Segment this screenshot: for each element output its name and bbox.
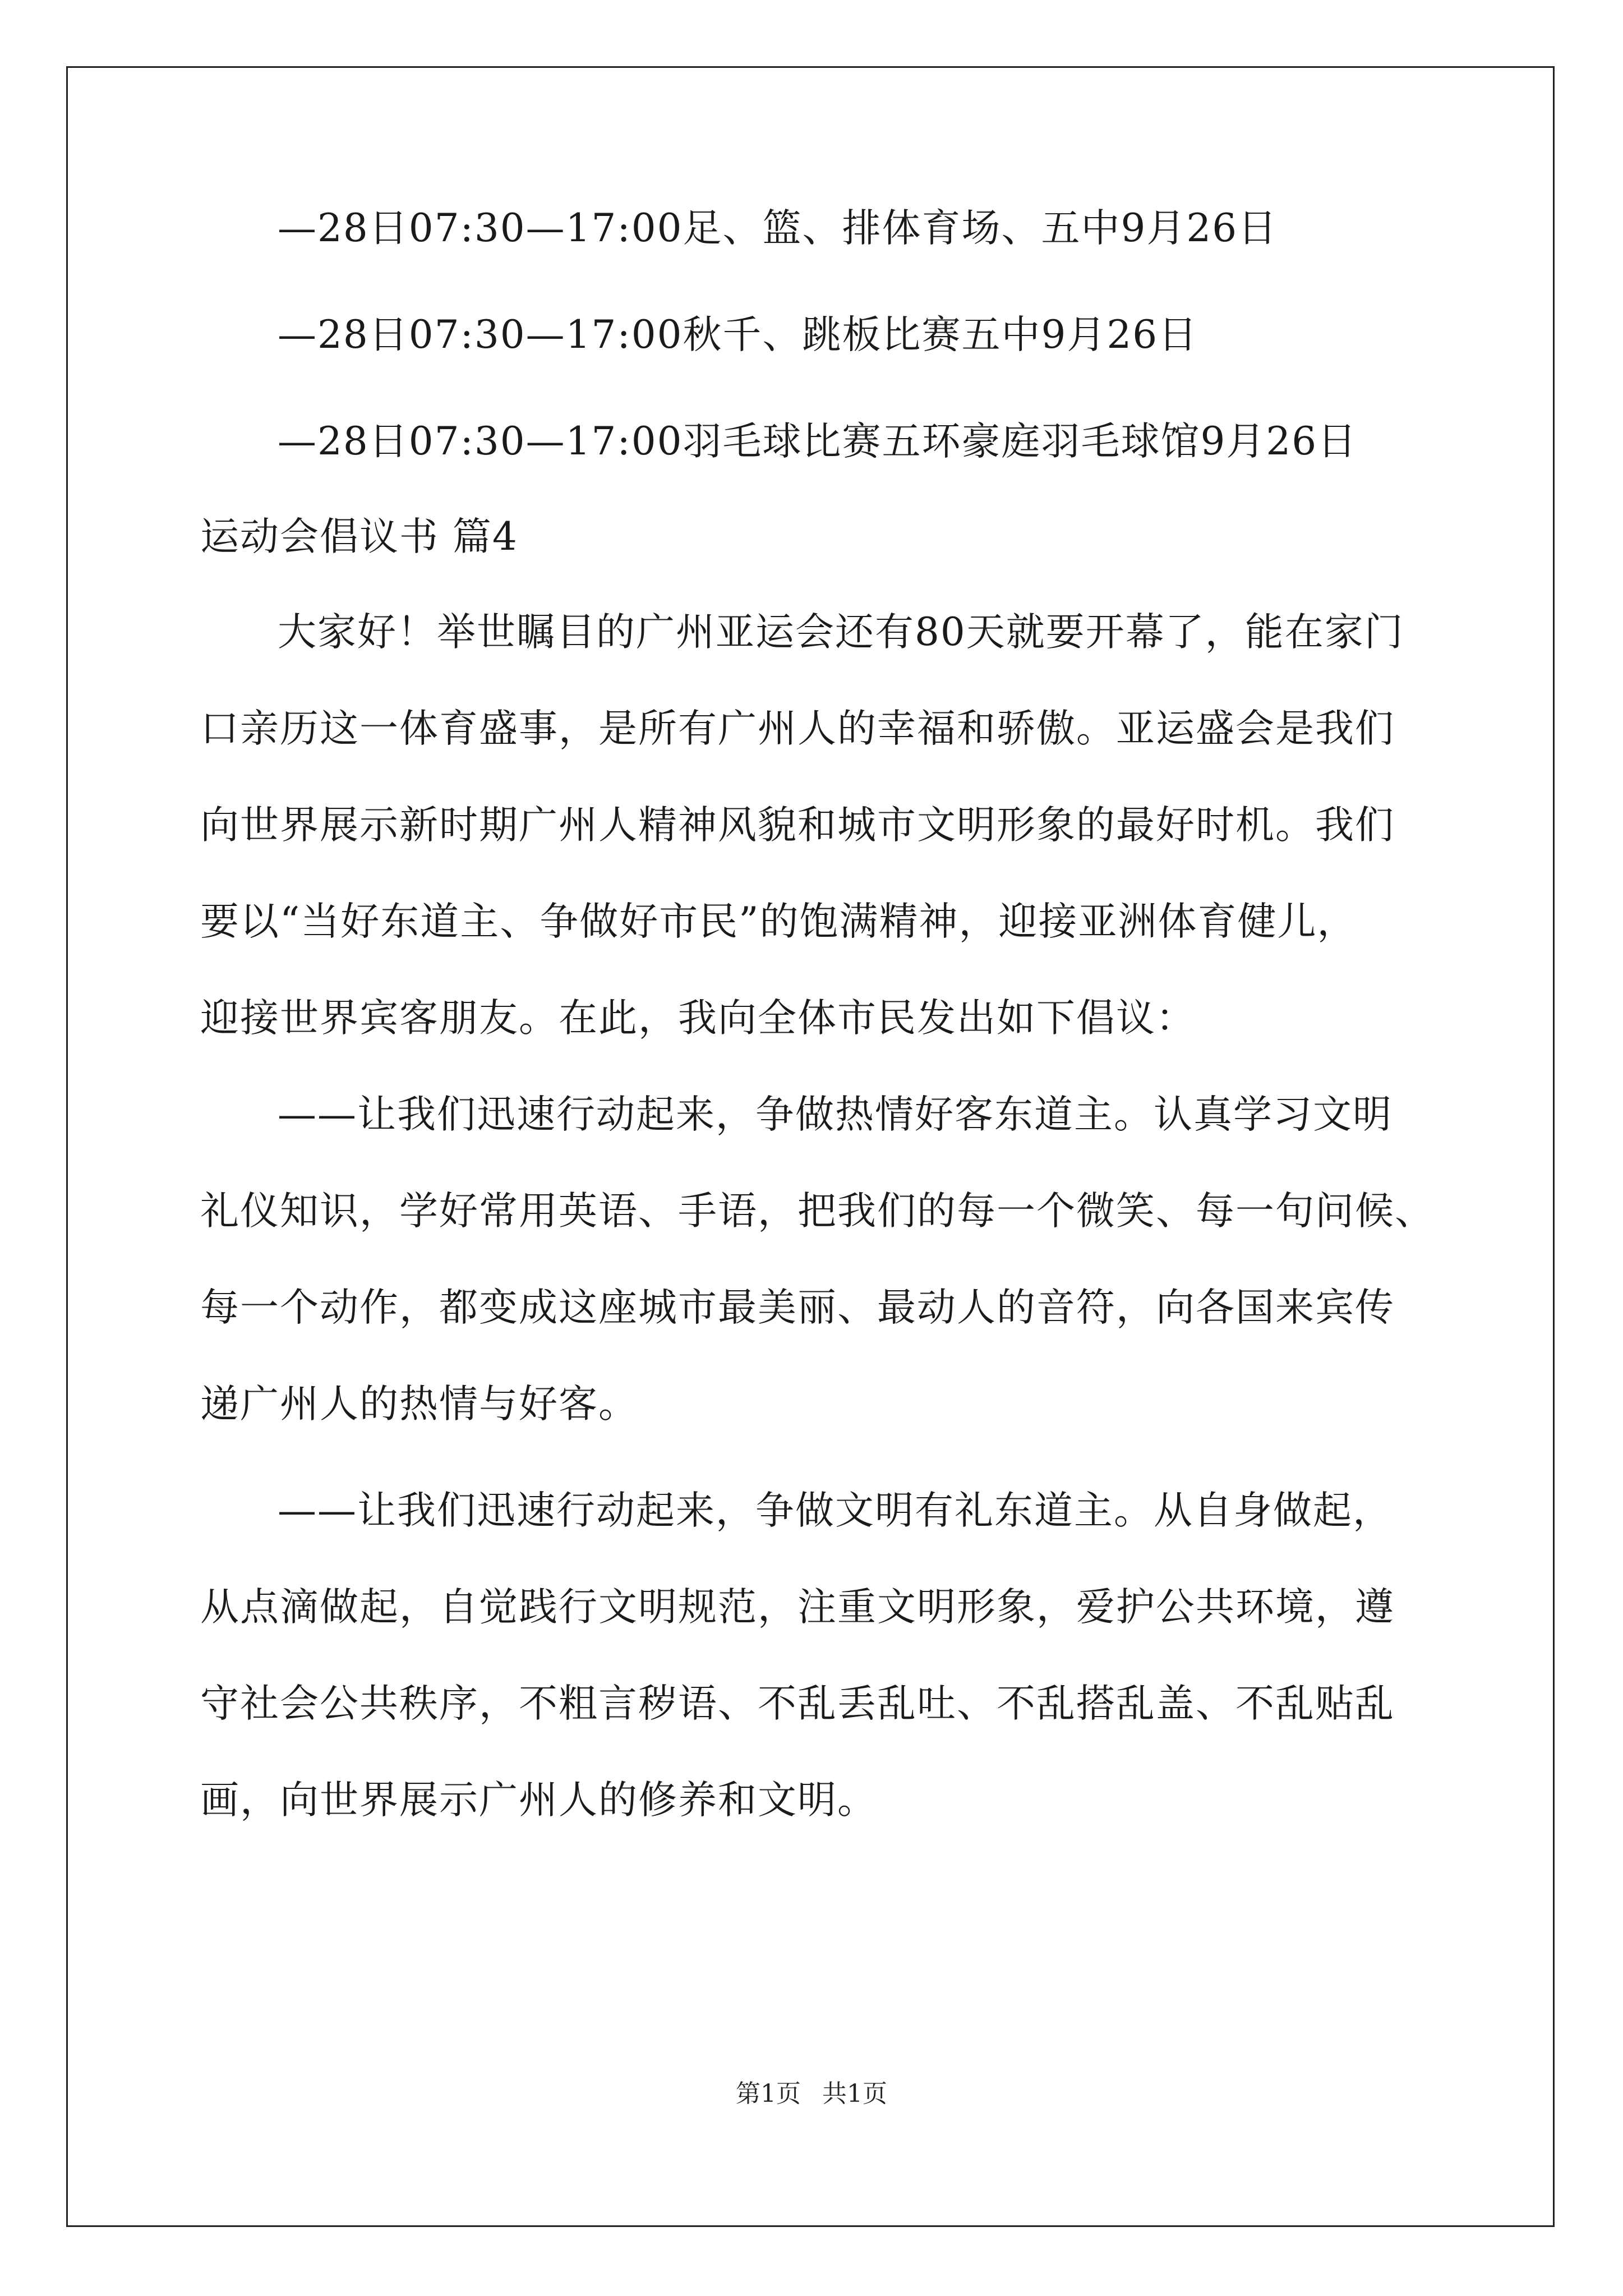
- paragraph-line: 递广州人的热情与好客。: [200, 1382, 638, 1427]
- paragraph-3: [200, 1484, 1434, 1827]
- page-footer: [0, 2077, 1623, 2111]
- schedule-line-1: —28日07:30—17:00足、篮、排体育场、五中9月26日: [278, 206, 1278, 251]
- schedule-line-3: —28日07:30—17:00羽毛球比赛五环豪庭羽毛球馆9月26日: [278, 419, 1358, 464]
- paragraph-2: [200, 1088, 1434, 1431]
- paragraph-line: 大家好！举世瞩目的广州亚运会还有80天就要开幕了，能在家门: [278, 610, 1404, 655]
- section-title: 运动会倡议书 篇4: [200, 514, 518, 559]
- paragraph-line: 要以“当好东道主、争做好市民”的饱满精神，迎接亚洲体育健儿，: [200, 899, 1357, 944]
- paragraph-line: 口亲历这一体育盛事，是所有广州人的幸福和骄傲。亚运盛会是我们: [200, 706, 1395, 751]
- paragraph-line: 向世界展示新时期广州人精神风貌和城市文明形象的最好时机。我们: [200, 803, 1395, 848]
- paragraph-line: 从点滴做起，自觉践行文明规范，注重文明形象，爱护公共环境，遵: [200, 1585, 1395, 1630]
- paragraph-line: 每一个动作，都变成这座城市最美丽、最动人的音符，向各国来宾传: [200, 1285, 1395, 1330]
- document-body: [200, 202, 1434, 1827]
- paragraph-line: ——让我们迅速行动起来，争做文明有礼东道主。从自身做起，: [278, 1488, 1393, 1533]
- paragraph-line: ——让我们迅速行动起来，争做热情好客东道主。认真学习文明: [278, 1092, 1393, 1137]
- schedule-line-2: —28日07:30—17:00秋千、跳板比赛五中9月26日: [278, 312, 1198, 357]
- paragraph-line: 画，向世界展示广州人的修养和文明。: [200, 1778, 877, 1823]
- paragraph-1: [200, 606, 1434, 1045]
- paragraph-line: 守社会公共秩序，不粗言秽语、不乱丢乱吐、不乱搭乱盖、不乱贴乱: [200, 1681, 1395, 1726]
- page-number: 第1页: [736, 2079, 801, 2108]
- paragraph-line: 迎接世界宾客朋友。在此，我向全体市民发出如下倡议：: [200, 996, 1196, 1041]
- paragraph-line: 礼仪知识，学好常用英语、手语，把我们的每一个微笑、每一句问候、: [200, 1189, 1435, 1234]
- page-total: 共1页: [822, 2079, 887, 2108]
